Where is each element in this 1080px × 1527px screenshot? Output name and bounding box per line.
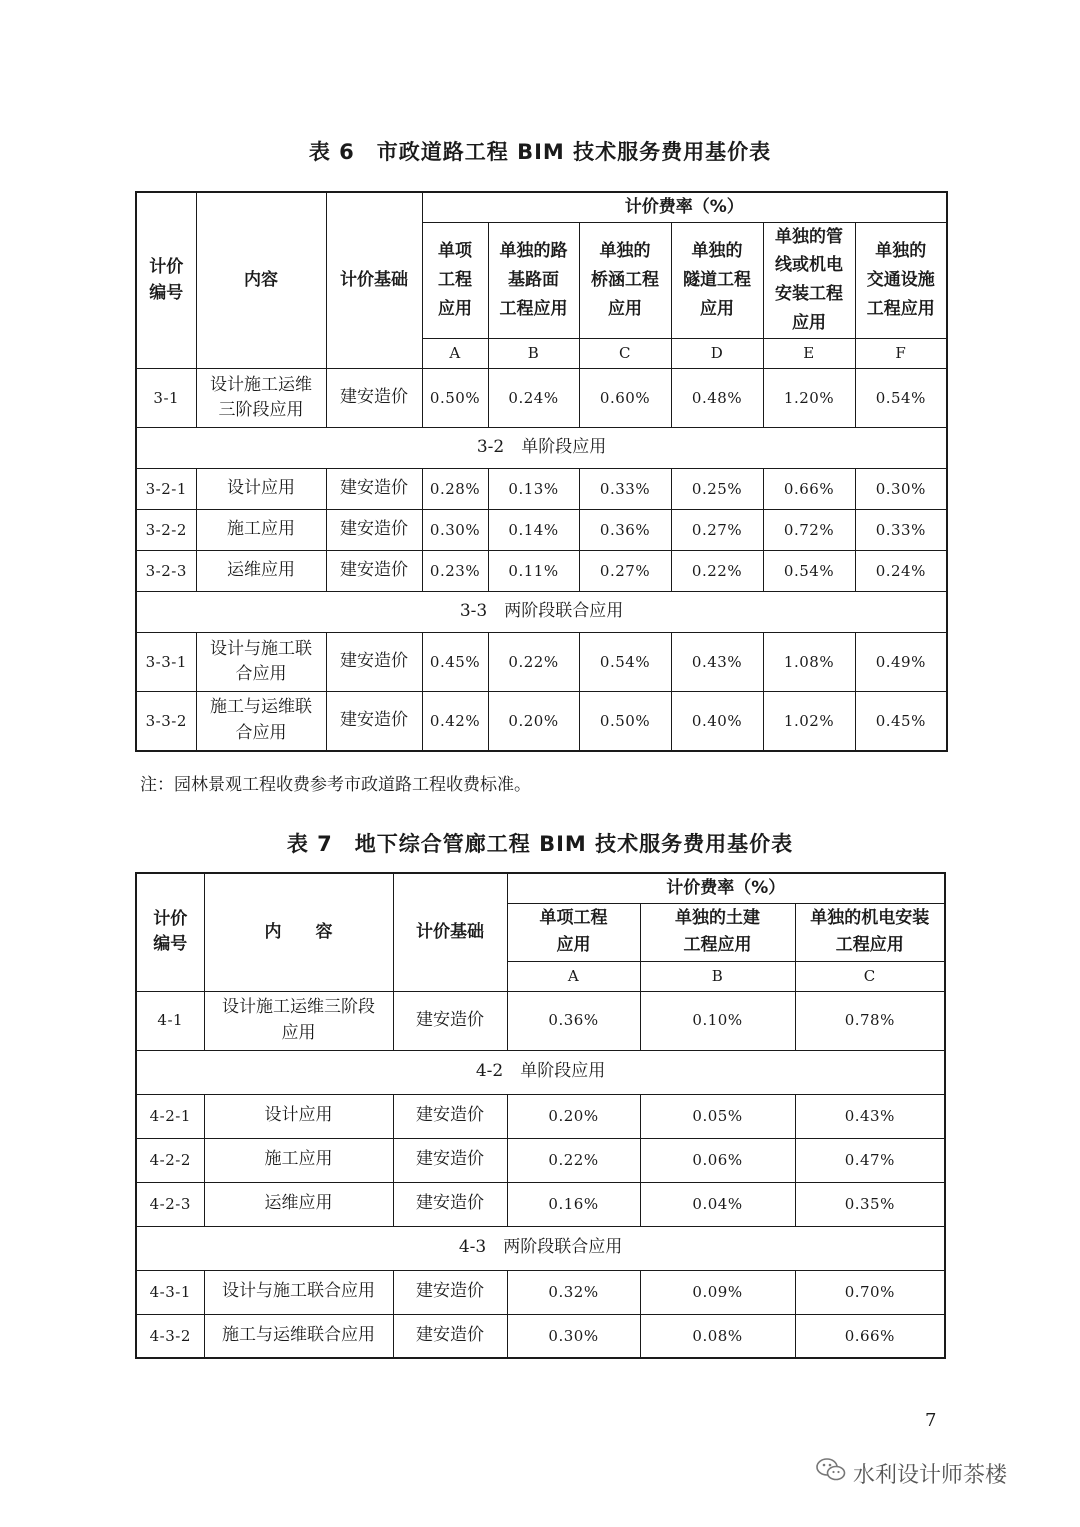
col-header-rate-c: 单独的 桥涵工程 应用 [579, 222, 671, 339]
col-letter-d: D [671, 339, 763, 369]
row-content: 设计施工运维 三阶段应用 [196, 369, 326, 428]
table7 [135, 872, 946, 1359]
rate-cell-a: 0.32% [507, 1270, 640, 1314]
rate-cell-a: 0.30% [422, 510, 488, 551]
col-header-rate-f: 单独的 交通设施 工程应用 [855, 222, 947, 339]
rate-cell-b: 0.20% [488, 692, 579, 751]
row-content: 运维应用 [204, 1182, 393, 1226]
rate-cell-b: 0.11% [488, 551, 579, 592]
row-code: 3-2-1 [136, 469, 196, 510]
rate-cell-d: 0.48% [671, 369, 763, 428]
row-code: 4-3-1 [136, 1270, 204, 1314]
row-code: 4-1 [136, 991, 204, 1050]
rate-cell-b: 0.22% [488, 633, 579, 692]
rate-cell-e: 0.54% [763, 551, 855, 592]
rate-cell-a: 0.42% [422, 692, 488, 751]
row-basis: 建安造价 [326, 510, 422, 551]
rate-cell-a: 0.45% [422, 633, 488, 692]
row-content: 设计应用 [204, 1094, 393, 1138]
col-header-rate-d: 单独的 隧道工程 应用 [671, 222, 763, 339]
row-basis: 建安造价 [393, 1094, 507, 1138]
col-letter-a: A [422, 339, 488, 369]
row-content: 设计与施工联 合应用 [196, 633, 326, 692]
table7-title: 表 7 地下综合管廊工程 BIM 技术服务费用基价表 [286, 832, 794, 856]
row-code: 4-2-1 [136, 1094, 204, 1138]
table-row [136, 991, 945, 1050]
rate-cell-a: 0.50% [422, 369, 488, 428]
col-header-rate-a: 单项工程 应用 [507, 903, 640, 961]
row-code: 3-2-2 [136, 510, 196, 551]
section-row [136, 1226, 945, 1270]
row-content: 设计施工运维三阶段 应用 [204, 991, 393, 1050]
row-code: 4-2-2 [136, 1138, 204, 1182]
rate-cell-b: 0.13% [488, 469, 579, 510]
rate-cell-a: 0.36% [507, 991, 640, 1050]
rate-cell-e: 0.72% [763, 510, 855, 551]
col-header-rate: 计价费率（%） [422, 192, 947, 222]
table-row [136, 1270, 945, 1314]
rate-cell-b: 0.05% [640, 1094, 795, 1138]
rate-cell-a: 0.23% [422, 551, 488, 592]
rate-cell-a: 0.16% [507, 1182, 640, 1226]
col-letter-b: B [640, 961, 795, 991]
rate-cell-c: 0.33% [579, 469, 671, 510]
rate-cell-f: 0.54% [855, 369, 947, 428]
rate-cell-f: 0.24% [855, 551, 947, 592]
rate-cell-d: 0.43% [671, 633, 763, 692]
rate-cell-f: 0.30% [855, 469, 947, 510]
col-letter-e: E [763, 339, 855, 369]
rate-cell-f: 0.45% [855, 692, 947, 751]
col-header-content: 内容 [196, 192, 326, 369]
row-content: 施工应用 [196, 510, 326, 551]
table-row [136, 1138, 945, 1182]
col-letter-c: C [579, 339, 671, 369]
rate-cell-e: 1.20% [763, 369, 855, 428]
page-number: 7 [925, 1410, 937, 1431]
row-basis: 建安造价 [326, 551, 422, 592]
rate-cell-a: 0.22% [507, 1138, 640, 1182]
row-code: 4-3-2 [136, 1314, 204, 1358]
col-header-rate-e: 单独的管 线或机电 安装工程 应用 [763, 222, 855, 339]
rate-cell-d: 0.27% [671, 510, 763, 551]
rate-cell-b: 0.10% [640, 991, 795, 1050]
col-letter-c: C [795, 961, 945, 991]
table-row [136, 633, 947, 692]
col-header-code: 计价 编号 [136, 192, 196, 369]
col-letter-b: B [488, 339, 579, 369]
col-header-rate-a: 单项 工程 应用 [422, 222, 488, 339]
rate-cell-b: 0.24% [488, 369, 579, 428]
section-row [136, 428, 947, 469]
rate-cell-c: 0.66% [795, 1314, 945, 1358]
table-row [136, 369, 947, 428]
table-row [136, 469, 947, 510]
section-row [136, 1050, 945, 1094]
wechat-icon [815, 1456, 847, 1490]
row-basis: 建安造价 [326, 692, 422, 751]
col-header-content: 内 容 [204, 873, 393, 991]
rate-cell-a: 0.30% [507, 1314, 640, 1358]
section-title: 4-3 两阶段联合应用 [136, 1226, 945, 1270]
table-row [136, 1182, 945, 1226]
row-content: 施工与运维联 合应用 [196, 692, 326, 751]
rate-cell-b: 0.08% [640, 1314, 795, 1358]
table-note: 注：园林景观工程收费参考市政道路工程收费标准。 [140, 775, 531, 795]
row-basis: 建安造价 [393, 1138, 507, 1182]
rate-cell-e: 0.66% [763, 469, 855, 510]
table-row [136, 510, 947, 551]
rate-cell-c: 0.50% [579, 692, 671, 751]
row-content: 运维应用 [196, 551, 326, 592]
row-code: 4-2-3 [136, 1182, 204, 1226]
col-letter-f: F [855, 339, 947, 369]
rate-cell-c: 0.47% [795, 1138, 945, 1182]
watermark [815, 1456, 1007, 1490]
rate-cell-b: 0.04% [640, 1182, 795, 1226]
rate-cell-a: 0.20% [507, 1094, 640, 1138]
col-header-rate-b: 单独的土建 工程应用 [640, 903, 795, 961]
rate-cell-c: 0.35% [795, 1182, 945, 1226]
row-basis: 建安造价 [393, 1182, 507, 1226]
table-row [136, 1314, 945, 1358]
table6-title: 表 6 市政道路工程 BIM 技术服务费用基价表 [308, 140, 772, 164]
rate-cell-e: 1.08% [763, 633, 855, 692]
row-content: 设计应用 [196, 469, 326, 510]
table6 [135, 191, 948, 752]
rate-cell-c: 0.43% [795, 1094, 945, 1138]
col-header-rate-c: 单独的机电安装 工程应用 [795, 903, 945, 961]
row-basis: 建安造价 [326, 469, 422, 510]
section-title: 4-2 单阶段应用 [136, 1050, 945, 1094]
rate-cell-f: 0.49% [855, 633, 947, 692]
rate-cell-f: 0.33% [855, 510, 947, 551]
row-code: 3-1 [136, 369, 196, 428]
row-code: 3-3-2 [136, 692, 196, 751]
section-title: 3-3 两阶段联合应用 [136, 592, 947, 633]
rate-cell-d: 0.40% [671, 692, 763, 751]
row-code: 3-3-1 [136, 633, 196, 692]
section-row [136, 592, 947, 633]
rate-cell-c: 0.54% [579, 633, 671, 692]
rate-cell-b: 0.06% [640, 1138, 795, 1182]
table-row [136, 1094, 945, 1138]
col-header-rate-b: 单独的路 基路面 工程应用 [488, 222, 579, 339]
rate-cell-e: 1.02% [763, 692, 855, 751]
col-header-rate: 计价费率（%） [507, 873, 945, 903]
row-basis: 建安造价 [326, 633, 422, 692]
row-content: 设计与施工联合应用 [204, 1270, 393, 1314]
rate-cell-c: 0.60% [579, 369, 671, 428]
rate-cell-a: 0.28% [422, 469, 488, 510]
col-header-basis: 计价基础 [326, 192, 422, 369]
rate-cell-d: 0.25% [671, 469, 763, 510]
section-title: 3-2 单阶段应用 [136, 428, 947, 469]
row-basis: 建安造价 [393, 1314, 507, 1358]
watermark-text: 水利设计师茶楼 [853, 1462, 1008, 1488]
row-code: 3-2-3 [136, 551, 196, 592]
rate-cell-c: 0.36% [579, 510, 671, 551]
rate-cell-b: 0.14% [488, 510, 579, 551]
row-content: 施工与运维联合应用 [204, 1314, 393, 1358]
rate-cell-c: 0.27% [579, 551, 671, 592]
col-header-code: 计价 编号 [136, 873, 204, 991]
rate-cell-d: 0.22% [671, 551, 763, 592]
rate-cell-c: 0.70% [795, 1270, 945, 1314]
row-basis: 建安造价 [393, 991, 507, 1050]
rate-cell-c: 0.78% [795, 991, 945, 1050]
row-basis: 建安造价 [393, 1270, 507, 1314]
col-letter-a: A [507, 961, 640, 991]
col-header-basis: 计价基础 [393, 873, 507, 991]
rate-cell-b: 0.09% [640, 1270, 795, 1314]
table-row [136, 551, 947, 592]
row-basis: 建安造价 [326, 369, 422, 428]
row-content: 施工应用 [204, 1138, 393, 1182]
table-row [136, 692, 947, 751]
